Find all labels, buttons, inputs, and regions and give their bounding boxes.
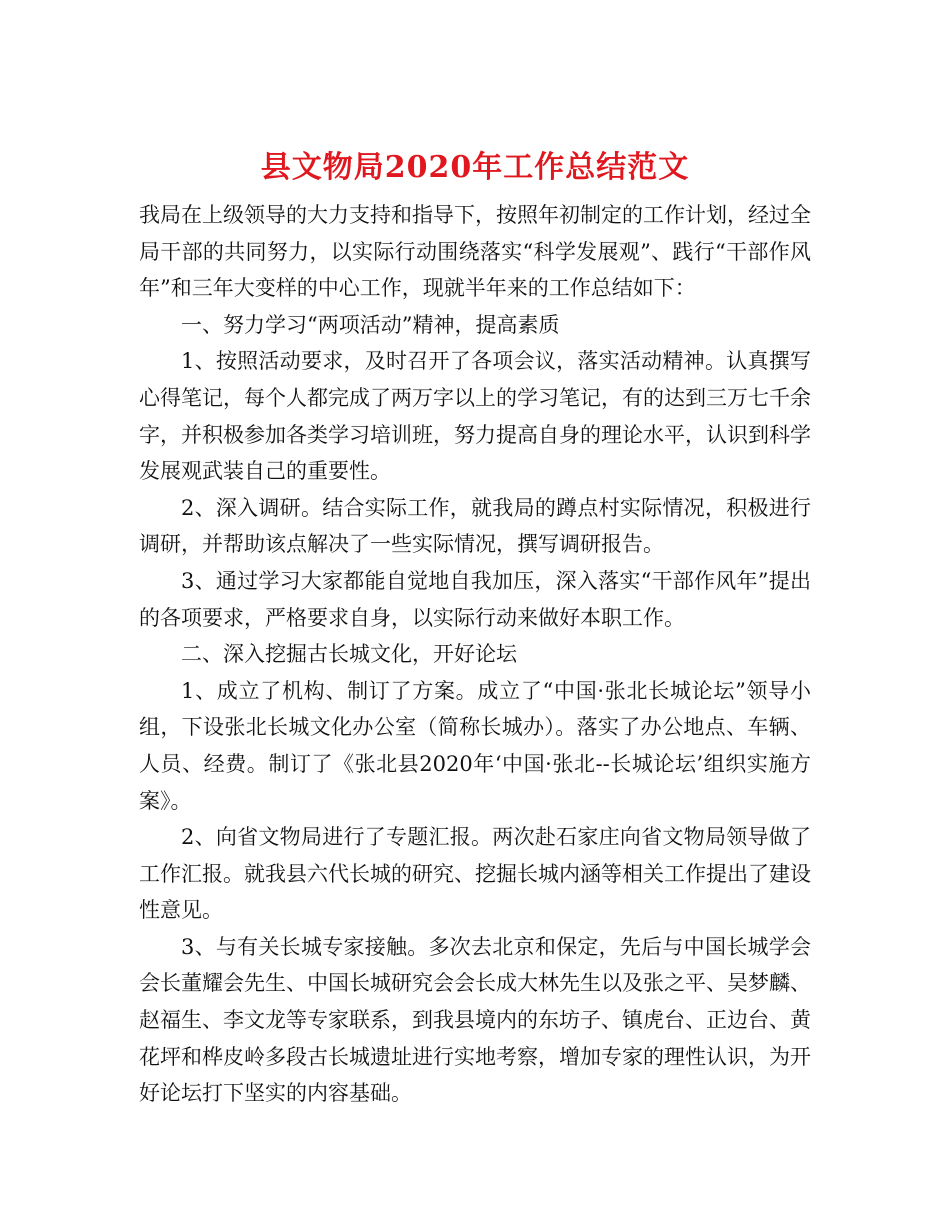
paragraph-2-2: 2、向省文物局进行了专题汇报。两次赴石家庄向省文物局领导做了工作汇报。就我县六代长城的研究、挖掘长城内涵等相关工作提出了建设性意见。 [139, 825, 811, 923]
document-title: 县文物局2020年工作总结范文 [260, 150, 690, 186]
section-heading-2: 二、深入挖掘古长城文化，开好论坛 [181, 642, 517, 667]
paragraph-1-3: 3、通过学习大家都能自觉地自我加压，深入落实“干部作风年”提出的各项要求，严格要求自身，以实际行动来做好本职工作。 [139, 568, 811, 630]
paragraph-2-3: 3、与有关长城专家接触。多次去北京和保定，先后与中国长城学会会长董耀会先生、中国长城研究会会长成大林先生以及张之平、吴梦麟、赵福生、李文龙等专家联系，到我县境内的东坊子、镇虎台、正边台、黄花坪和桦皮岭多段古长城遗址进行实地考察，增加专家的理性认识，为开好论坛打下坚实的内容基础。 [139, 934, 811, 1106]
intro-paragraph: 我局在上级领导的大力支持和指导下，按照年初制定的工作计划，经过全局干部的共同努力，以实际行动围绕落实“科学发展观”、践行“干部作风年”和三年大变样的中心工作，现就半年来的工作总结如下： [139, 203, 811, 301]
section-heading-1: 一、努力学习“两项活动”精神，提高素质 [181, 312, 560, 337]
paragraph-1-2: 2、深入调研。结合实际工作，就我局的蹲点村实际情况，积极进行调研，并帮助该点解决了一些实际情况，撰写调研报告。 [139, 495, 811, 557]
document-body [139, 197, 811, 1112]
paragraph-1-1: 1、按照活动要求，及时召开了各项会议，落实活动精神。认真撰写心得笔记，每个人都完成了两万字以上的学习笔记，有的达到三万七千余字，并积极参加各类学习培训班，努力提高自身的理论水平，认识到科学发展观武装自己的重要性。 [139, 349, 811, 484]
paragraph-2-1: 1、成立了机构、制订了方案。成立了“中国·张北长城论坛”领导小组，下设张北长城文化办公室（简称长城办）。落实了办公地点、车辆、人员、经费。制订了《张北县2020年‘中国·张北--长城论坛’组织实施方案》。 [139, 678, 811, 813]
